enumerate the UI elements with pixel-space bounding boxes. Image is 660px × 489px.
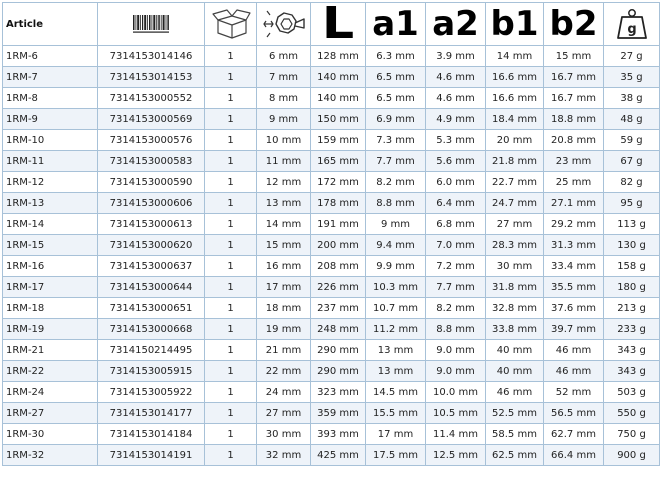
cell-b2: 23 mm (544, 151, 604, 172)
cell-b2: 62.7 mm (544, 424, 604, 445)
header-length-label: L (321, 2, 355, 46)
table-row (3, 277, 660, 298)
cell-a1: 7.7 mm (366, 151, 426, 172)
cell-b1: 40 mm (486, 361, 544, 382)
cell-b2: 37.6 mm (544, 298, 604, 319)
cell-a2: 9.0 mm (426, 361, 486, 382)
table-row (3, 214, 660, 235)
cell-weight: 550 g (604, 403, 660, 424)
cell-ean: 7314153000590 (98, 172, 205, 193)
cell-a1: 15.5 mm (366, 403, 426, 424)
cell-b1: 31.8 mm (486, 277, 544, 298)
cell-article: 1RM-32 (3, 445, 98, 466)
cell-b2: 27.1 mm (544, 193, 604, 214)
cell-b2: 52 mm (544, 382, 604, 403)
cell-b2: 15 mm (544, 46, 604, 67)
cell-quantity: 1 (205, 109, 257, 130)
cell-quantity: 1 (205, 46, 257, 67)
cell-article: 1RM-13 (3, 193, 98, 214)
cell-quantity: 1 (205, 256, 257, 277)
cell-weight: 27 g (604, 46, 660, 67)
cell-article: 1RM-6 (3, 46, 98, 67)
cell-article: 1RM-8 (3, 88, 98, 109)
cell-b1: 16.6 mm (486, 88, 544, 109)
cell-b1: 46 mm (486, 382, 544, 403)
cell-length: 140 mm (311, 67, 366, 88)
cell-ean: 7314153000668 (98, 319, 205, 340)
cell-b2: 56.5 mm (544, 403, 604, 424)
cell-quantity: 1 (205, 88, 257, 109)
cell-article: 1RM-10 (3, 130, 98, 151)
table-row (3, 319, 660, 340)
cell-wrench-size: 27 mm (257, 403, 311, 424)
cell-quantity: 1 (205, 151, 257, 172)
cell-weight: 38 g (604, 88, 660, 109)
cell-quantity: 1 (205, 340, 257, 361)
weight-icon-label: g (626, 22, 637, 37)
table-row (3, 172, 660, 193)
cell-quantity: 1 (205, 361, 257, 382)
cell-weight: 95 g (604, 193, 660, 214)
cell-b2: 29.2 mm (544, 214, 604, 235)
header-a1 (366, 3, 426, 46)
cell-a1: 10.3 mm (366, 277, 426, 298)
cell-a1: 9 mm (366, 214, 426, 235)
cell-b2: 31.3 mm (544, 235, 604, 256)
cell-wrench-size: 19 mm (257, 319, 311, 340)
cell-length: 178 mm (311, 193, 366, 214)
cell-wrench-size: 22 mm (257, 361, 311, 382)
cell-length: 208 mm (311, 256, 366, 277)
cell-a2: 4.6 mm (426, 67, 486, 88)
cell-ean: 7314150214495 (98, 340, 205, 361)
wrench-size-icon (262, 9, 306, 39)
cell-a2: 6.4 mm (426, 193, 486, 214)
cell-b2: 39.7 mm (544, 319, 604, 340)
cell-article: 1RM-30 (3, 424, 98, 445)
cell-b2: 20.8 mm (544, 130, 604, 151)
cell-wrench-size: 18 mm (257, 298, 311, 319)
cell-b1: 27 mm (486, 214, 544, 235)
cell-b2: 25 mm (544, 172, 604, 193)
cell-b1: 24.7 mm (486, 193, 544, 214)
cell-quantity: 1 (205, 382, 257, 403)
cell-length: 290 mm (311, 361, 366, 382)
cell-wrench-size: 15 mm (257, 235, 311, 256)
header-b2 (544, 3, 604, 46)
table-row (3, 130, 660, 151)
cell-a1: 6.3 mm (366, 46, 426, 67)
header-b2-label: b2 (549, 4, 598, 44)
header-b1-label: b1 (490, 4, 539, 44)
cell-a2: 4.9 mm (426, 109, 486, 130)
cell-b1: 62.5 mm (486, 445, 544, 466)
header-article: Article (3, 3, 98, 46)
cell-weight: 503 g (604, 382, 660, 403)
cell-b1: 20 mm (486, 130, 544, 151)
cell-article: 1RM-7 (3, 67, 98, 88)
cell-b1: 30 mm (486, 256, 544, 277)
cell-weight: 48 g (604, 109, 660, 130)
cell-wrench-size: 8 mm (257, 88, 311, 109)
cell-weight: 113 g (604, 214, 660, 235)
header-wrench-size (257, 3, 311, 46)
table-body (3, 46, 660, 466)
cell-a1: 8.2 mm (366, 172, 426, 193)
cell-wrench-size: 7 mm (257, 67, 311, 88)
cell-quantity: 1 (205, 130, 257, 151)
cell-article: 1RM-11 (3, 151, 98, 172)
cell-ean: 7314153000606 (98, 193, 205, 214)
cell-ean: 7314153000583 (98, 151, 205, 172)
cell-b1: 52.5 mm (486, 403, 544, 424)
cell-ean: 7314153014146 (98, 46, 205, 67)
cell-b1: 16.6 mm (486, 67, 544, 88)
cell-b2: 16.7 mm (544, 88, 604, 109)
cell-a1: 13 mm (366, 361, 426, 382)
cell-article: 1RM-18 (3, 298, 98, 319)
header-length (311, 3, 366, 46)
cell-wrench-size: 24 mm (257, 382, 311, 403)
cell-ean: 7314153000552 (98, 88, 205, 109)
cell-a1: 9.4 mm (366, 235, 426, 256)
cell-a2: 6.8 mm (426, 214, 486, 235)
cell-length: 172 mm (311, 172, 366, 193)
cell-b2: 46 mm (544, 340, 604, 361)
cell-a2: 7.0 mm (426, 235, 486, 256)
cell-b1: 33.8 mm (486, 319, 544, 340)
cell-a1: 11.2 mm (366, 319, 426, 340)
cell-a1: 13 mm (366, 340, 426, 361)
cell-weight: 35 g (604, 67, 660, 88)
cell-article: 1RM-24 (3, 382, 98, 403)
cell-quantity: 1 (205, 193, 257, 214)
cell-a1: 17.5 mm (366, 445, 426, 466)
cell-a1: 14.5 mm (366, 382, 426, 403)
cell-ean: 7314153014153 (98, 67, 205, 88)
cell-quantity: 1 (205, 67, 257, 88)
cell-b1: 22.7 mm (486, 172, 544, 193)
cell-length: 128 mm (311, 46, 366, 67)
table-row (3, 382, 660, 403)
cell-a2: 7.7 mm (426, 277, 486, 298)
cell-b1: 28.3 mm (486, 235, 544, 256)
header-a2 (426, 3, 486, 46)
cell-article: 1RM-21 (3, 340, 98, 361)
table-row (3, 298, 660, 319)
table-row (3, 46, 660, 67)
cell-b1: 40 mm (486, 340, 544, 361)
cell-quantity: 1 (205, 424, 257, 445)
cell-length: 140 mm (311, 88, 366, 109)
cell-length: 425 mm (311, 445, 366, 466)
cell-weight: 130 g (604, 235, 660, 256)
box-quantity-icon (210, 8, 252, 40)
cell-wrench-size: 11 mm (257, 151, 311, 172)
cell-wrench-size: 32 mm (257, 445, 311, 466)
header-weight (604, 3, 660, 46)
cell-length: 290 mm (311, 340, 366, 361)
cell-article: 1RM-15 (3, 235, 98, 256)
cell-a2: 10.0 mm (426, 382, 486, 403)
cell-ean: 7314153000644 (98, 277, 205, 298)
cell-length: 359 mm (311, 403, 366, 424)
cell-a1: 6.5 mm (366, 67, 426, 88)
table-row (3, 340, 660, 361)
cell-a2: 12.5 mm (426, 445, 486, 466)
cell-a2: 3.9 mm (426, 46, 486, 67)
cell-b1: 14 mm (486, 46, 544, 67)
table-row (3, 235, 660, 256)
cell-a1: 6.5 mm (366, 88, 426, 109)
cell-length: 226 mm (311, 277, 366, 298)
header-a1-label: a1 (372, 4, 419, 44)
cell-weight: 343 g (604, 340, 660, 361)
weight-icon (615, 7, 649, 41)
table-row (3, 445, 660, 466)
cell-ean: 7314153000620 (98, 235, 205, 256)
table-row (3, 403, 660, 424)
cell-b1: 58.5 mm (486, 424, 544, 445)
cell-length: 393 mm (311, 424, 366, 445)
cell-b2: 33.4 mm (544, 256, 604, 277)
cell-wrench-size: 10 mm (257, 130, 311, 151)
cell-length: 323 mm (311, 382, 366, 403)
cell-ean: 7314153014191 (98, 445, 205, 466)
cell-article: 1RM-14 (3, 214, 98, 235)
table-row (3, 256, 660, 277)
cell-quantity: 1 (205, 319, 257, 340)
cell-b1: 32.8 mm (486, 298, 544, 319)
header-barcode (98, 3, 205, 46)
cell-length: 159 mm (311, 130, 366, 151)
cell-article: 1RM-22 (3, 361, 98, 382)
cell-length: 191 mm (311, 214, 366, 235)
cell-a2: 11.4 mm (426, 424, 486, 445)
cell-wrench-size: 14 mm (257, 214, 311, 235)
cell-b2: 18.8 mm (544, 109, 604, 130)
cell-quantity: 1 (205, 445, 257, 466)
cell-a2: 9.0 mm (426, 340, 486, 361)
cell-b2: 46 mm (544, 361, 604, 382)
cell-quantity: 1 (205, 298, 257, 319)
table-row (3, 193, 660, 214)
cell-a2: 8.2 mm (426, 298, 486, 319)
cell-quantity: 1 (205, 172, 257, 193)
cell-ean: 7314153000637 (98, 256, 205, 277)
cell-wrench-size: 9 mm (257, 109, 311, 130)
cell-ean: 7314153014177 (98, 403, 205, 424)
cell-length: 165 mm (311, 151, 366, 172)
header-b1 (486, 3, 544, 46)
table-row (3, 361, 660, 382)
cell-weight: 59 g (604, 130, 660, 151)
barcode-icon (131, 12, 171, 36)
cell-quantity: 1 (205, 403, 257, 424)
cell-ean: 7314153014184 (98, 424, 205, 445)
table-row (3, 88, 660, 109)
cell-length: 200 mm (311, 235, 366, 256)
cell-length: 237 mm (311, 298, 366, 319)
cell-length: 150 mm (311, 109, 366, 130)
cell-article: 1RM-9 (3, 109, 98, 130)
cell-article: 1RM-27 (3, 403, 98, 424)
cell-b2: 16.7 mm (544, 67, 604, 88)
cell-wrench-size: 30 mm (257, 424, 311, 445)
cell-weight: 82 g (604, 172, 660, 193)
cell-ean: 7314153000651 (98, 298, 205, 319)
cell-a2: 5.6 mm (426, 151, 486, 172)
cell-a2: 6.0 mm (426, 172, 486, 193)
cell-weight: 233 g (604, 319, 660, 340)
cell-length: 248 mm (311, 319, 366, 340)
table-row (3, 67, 660, 88)
cell-a2: 5.3 mm (426, 130, 486, 151)
cell-ean: 7314153005922 (98, 382, 205, 403)
header-row (3, 3, 660, 46)
cell-weight: 67 g (604, 151, 660, 172)
cell-a2: 7.2 mm (426, 256, 486, 277)
cell-wrench-size: 17 mm (257, 277, 311, 298)
cell-article: 1RM-19 (3, 319, 98, 340)
cell-a1: 8.8 mm (366, 193, 426, 214)
header-a2-label: a2 (432, 4, 479, 44)
cell-wrench-size: 16 mm (257, 256, 311, 277)
table-row (3, 151, 660, 172)
table-row (3, 109, 660, 130)
cell-b1: 21.8 mm (486, 151, 544, 172)
cell-quantity: 1 (205, 277, 257, 298)
header-quantity (205, 3, 257, 46)
cell-b2: 66.4 mm (544, 445, 604, 466)
cell-quantity: 1 (205, 214, 257, 235)
cell-weight: 180 g (604, 277, 660, 298)
cell-weight: 158 g (604, 256, 660, 277)
cell-ean: 7314153000576 (98, 130, 205, 151)
cell-a1: 10.7 mm (366, 298, 426, 319)
cell-wrench-size: 12 mm (257, 172, 311, 193)
cell-ean: 7314153000613 (98, 214, 205, 235)
cell-a2: 10.5 mm (426, 403, 486, 424)
cell-a1: 17 mm (366, 424, 426, 445)
cell-a2: 4.6 mm (426, 88, 486, 109)
cell-a2: 8.8 mm (426, 319, 486, 340)
table-row (3, 424, 660, 445)
cell-article: 1RM-16 (3, 256, 98, 277)
cell-wrench-size: 13 mm (257, 193, 311, 214)
cell-a1: 9.9 mm (366, 256, 426, 277)
product-spec-table (2, 2, 660, 466)
cell-weight: 213 g (604, 298, 660, 319)
cell-quantity: 1 (205, 235, 257, 256)
product-spec-table-container (2, 2, 660, 466)
cell-b2: 35.5 mm (544, 277, 604, 298)
cell-wrench-size: 6 mm (257, 46, 311, 67)
cell-a1: 6.9 mm (366, 109, 426, 130)
cell-b1: 18.4 mm (486, 109, 544, 130)
cell-ean: 7314153000569 (98, 109, 205, 130)
cell-article: 1RM-12 (3, 172, 98, 193)
cell-weight: 750 g (604, 424, 660, 445)
cell-ean: 7314153005915 (98, 361, 205, 382)
cell-article: 1RM-17 (3, 277, 98, 298)
cell-wrench-size: 21 mm (257, 340, 311, 361)
cell-weight: 900 g (604, 445, 660, 466)
cell-weight: 343 g (604, 361, 660, 382)
cell-a1: 7.3 mm (366, 130, 426, 151)
